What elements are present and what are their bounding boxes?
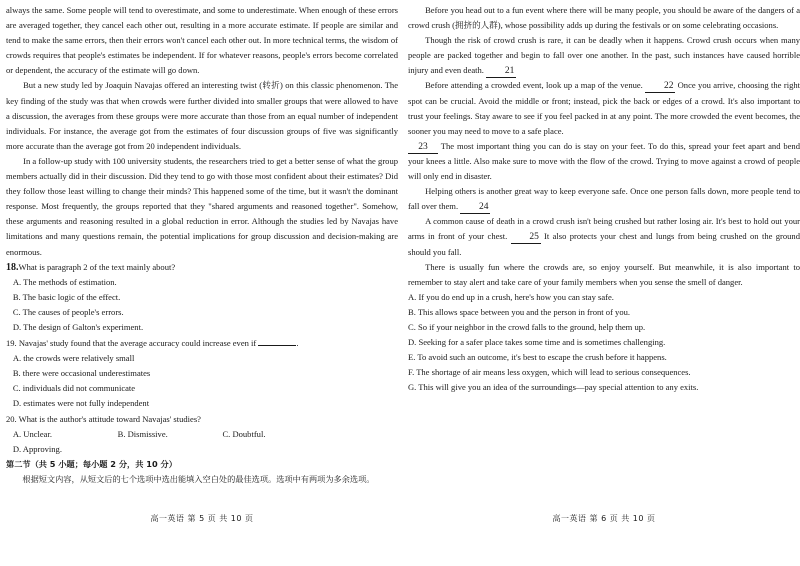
question-20-option-c: C. Doubtful. — [222, 428, 266, 439]
passage-paragraph-3: Before attending a crowded event, look up a map of the venue. 22 Once you arrive, choosing the right spot can be crucial. Avoid the middle or front; instead, pick the back or edges of a crowd. It's also important to trust your feelings. Stay aware to see if you feel packed in at any point. The more crowded the event becomes, the sooner you may need to move to a safe place. — [408, 80, 800, 136]
question-18-option-c: C. The causes of people's errors. — [12, 306, 124, 317]
answer-options — [408, 290, 800, 396]
question-18-stem: What is paragraph 2 of the text mainly about? — [18, 261, 176, 272]
blank-22: 22 — [645, 81, 675, 93]
passage-paragraph-6: A common cause of death in a crowd crush isn't being crushed but rather losing air. It's best to hold out your arms in front of your chest. 25 It also protects your chest and lungs from being crushed on the ground should you fall. — [408, 216, 800, 257]
passage-paragraph-4: 23 The most important thing you can do is stay on your feet. To do this, spread your feet apart and bend your knees a little. Also make sure to move with the flow of the crowd. Trying to move against a crowd of people will only end in disaster. — [408, 140, 800, 182]
option-d: D. Seeking for a safer place takes some time and is sometimes challenging. — [408, 337, 666, 348]
page-footer: 高一英语 第 6 页 共 10 页 — [552, 514, 656, 523]
question-18-option-d: D. The design of Galton's experiment. — [12, 321, 144, 332]
question-19-option-c: C. individuals did not communicate — [12, 383, 136, 394]
passage-paragraph-7: There is usually fun where the crowds are, so enjoy yourself. But meanwhile, it is also important to remember to stay alert and take care of your family members when you sense the smell of danger. — [408, 261, 800, 287]
question-19-stem: 19. Navajas' study found that the average accuracy could increase even if — [6, 338, 257, 349]
question-20-option-b: B. Dismissive. — [117, 428, 168, 439]
answer-blank — [258, 335, 296, 346]
option-g: G. This will give you an idea of the surroundings—pay special attention to any exits. — [408, 382, 699, 393]
option-b: B. This allows space between you and the person in front of you. — [408, 306, 631, 317]
question-19-option-b: B. there were occasional underestimates — [12, 368, 151, 379]
passage-paragraph-5: Helping others is another great way to keep everyone safe. Once one person falls down, more people tend to fall over them. 24 — [408, 186, 800, 213]
passage-paragraph-3: In a follow-up study with 100 university students, the researchers tried to get a better sense of what the group members actually did in their discussion. Did they tend to go with those most confident about their estimates? Did they follow those least willing to change their minds? This happened some of the time, but it wasn't the dominant response. Most frequently, the groups reported that they "shared arguments and reasoned together". Somehow, these arguments and reasoning resulted in a global reduction in error. Although the studies led by Navajas have limitations and many questions remain, the potential implications for group discussion and decision-making are enormous. — [6, 155, 398, 257]
question-18-option-a: A. The methods of estimation. — [12, 276, 117, 287]
question-20-stem: 20. What is the author's attitude toward Navajas' studies? — [6, 413, 201, 424]
question-19-option-a: A. the crowds were relatively small — [12, 353, 135, 364]
left-page — [6, 0, 398, 566]
section-title: 第二节（共 5 小题；每小题 2 分，共 10 分） — [6, 458, 177, 469]
blank-24: 24 — [460, 202, 490, 214]
blank-23: 23 — [408, 142, 438, 154]
question-19: 19. Navajas' study found that the average accuracy could increase even if . A. the crowds were relatively small B. there were occasional underestimates C. individuals did not communicate D. estimates were not fully independent — [6, 335, 398, 411]
question-20-option-d: D. Approving. — [12, 443, 62, 454]
question-18 — [6, 260, 398, 335]
blank-21: 21 — [486, 66, 516, 78]
passage-paragraph-1: Before you head out to a fun event where there will be many people, you should be aware of the dangers of a crowd crush (拥挤的人群), whose possibility adds up during the festivals or on some celebrating occasions. — [408, 5, 800, 31]
passage-paragraph-2: Though the risk of crowd crush is rare, it can be deadly when it happens. Crowd crush occurs when many people are packed together and begin to fall over one another. In the past, such instances have caused horrible injury and even death. 21 — [408, 35, 800, 77]
section-instructions: 根据短文内容，从短文后的七个选项中选出能填入空白处的最佳选项。选项中有两项为多余选项。 — [22, 473, 375, 484]
question-20-option-a: A. Unclear. — [12, 428, 52, 439]
page-footer: 高一英语 第 5 页 共 10 页 — [150, 514, 254, 523]
option-c: C. So if your neighbor in the crowd falls to the ground, help them up. — [408, 321, 646, 332]
question-18-number: 18. — [6, 261, 19, 273]
question-19-option-d: D. estimates were not fully independent — [12, 398, 150, 409]
option-a: A. If you do end up in a crush, here's how you can stay safe. — [408, 291, 614, 302]
blank-25: 25 — [511, 232, 541, 244]
passage-paragraph-1: always the same. Some people will tend to overestimate, and some to underestimate. When enough of these errors are averaged together, they cancel each other out, resulting in a more accurate estimate. If people are similar and tend to make the same errors, then their errors won't cancel each other out. In more technical terms, the wisdom of crowds requires that people's estimates be independent. If for whatever reasons, people's errors become correlated or dependent, the accuracy of the estimate will go down. — [6, 5, 398, 76]
question-20 — [6, 412, 398, 457]
question-18-option-b: B. The basic logic of the effect. — [12, 291, 121, 302]
option-e: E. To avoid such an outcome, it's best to escape the crush before it happens. — [408, 352, 667, 363]
option-f: F. The shortage of air means less oxygen, which will lead to serious consequences. — [408, 367, 691, 378]
right-page — [408, 0, 800, 566]
passage-paragraph-2: But a new study led by Joaquin Navajas offered an interesting twist (转折) on this classic phenomenon. The key finding of the study was that when crowds were further divided into smaller groups that were allowed to have a discussion, the averages from these groups were more accurate than those from an equal number of independent individuals. For instance, the average got from the estimates of four discussion groups of five was significantly more accurate than the average got from 20 independent individuals. — [6, 80, 398, 151]
